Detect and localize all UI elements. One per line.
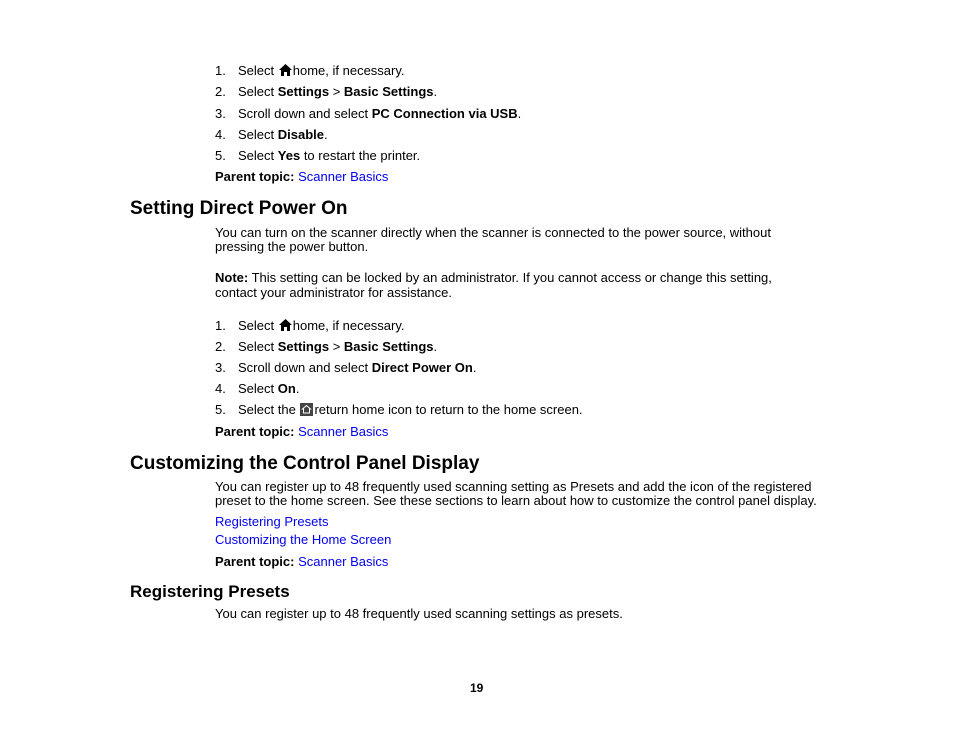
home-icon <box>279 319 292 331</box>
scanner-basics-link[interactable]: Scanner Basics <box>298 424 389 439</box>
heading-setting-direct-power-on: Setting Direct Power On <box>130 198 348 219</box>
customizing-home-screen-link-row <box>215 532 391 547</box>
note-line-1: Note: This setting can be locked by an administrator. If you cannot access or change this setting, <box>215 270 772 285</box>
customizing-home-screen-link[interactable]: Customizing the Home Screen <box>215 532 392 547</box>
page-number: 19 <box>470 681 484 695</box>
parent-topic: Parent topic: Scanner Basics <box>215 554 389 569</box>
parent-topic: Parent topic: Scanner Basics <box>215 169 389 184</box>
intro-line-2: pressing the power button. <box>215 239 369 254</box>
intro-line-1: You can register up to 48 frequently used scanning setting as Presets and add the icon of the registered <box>215 479 812 494</box>
intro-line-2: preset to the home screen. See these sections to learn about how to customize the control panel display. <box>215 493 817 508</box>
heading-customizing-control-panel: Customizing the Control Panel Display <box>130 453 480 474</box>
home-icon <box>279 64 292 76</box>
registering-presets-link-row <box>215 514 328 529</box>
parent-topic: Parent topic: Scanner Basics <box>215 424 389 439</box>
intro: You can register up to 48 frequently used scanning settings as presets. <box>215 606 623 621</box>
return-home-icon <box>300 403 313 416</box>
scanner-basics-link[interactable]: Scanner Basics <box>298 554 389 569</box>
intro-line-1: You can turn on the scanner directly when the scanner is connected to the power source, without <box>215 225 771 240</box>
scanner-basics-link[interactable]: Scanner Basics <box>298 169 389 184</box>
registering-presets-link[interactable]: Registering Presets <box>215 514 329 529</box>
heading-registering-presets: Registering Presets <box>130 582 290 601</box>
note-line-2: contact your administrator for assistance. <box>215 285 452 300</box>
